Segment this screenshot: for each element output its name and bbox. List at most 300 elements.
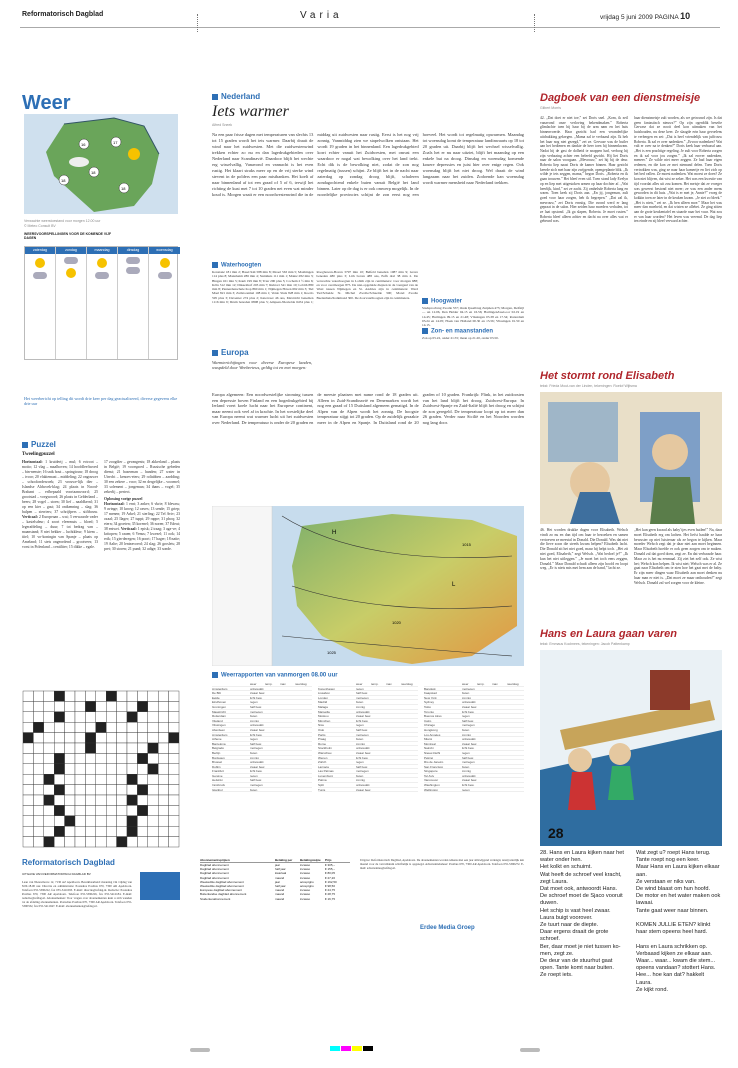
weather-condition: regen: [250, 773, 258, 778]
weather-condition: motregen: [250, 746, 263, 751]
crossword-cell: [54, 733, 64, 743]
city-name: Groningen: [212, 704, 227, 709]
crossword-cell: [54, 785, 64, 795]
section-name: Varia: [300, 10, 343, 21]
weather-condition: regen: [250, 700, 258, 705]
city-name: Singapore: [424, 769, 438, 774]
storm-title: Het stormt rond Elisabeth: [540, 370, 675, 382]
weather-condition: buien: [462, 764, 470, 769]
weather-condition: onbewolkt: [250, 760, 264, 765]
city-name: Rio de Janeiro: [424, 760, 444, 765]
weather-condition: motregen: [250, 709, 263, 714]
crossword-cell: [44, 701, 54, 711]
map-credit: © Meteo Consult BV: [24, 224, 56, 228]
weather-condition: motregen: [462, 686, 475, 691]
nederland-section: Nederland: [212, 92, 260, 101]
colofon-logo: Reformatorisch Dagblad: [22, 858, 115, 867]
tarieven-cell: kwartaal: [275, 871, 287, 876]
city-name: Rotterdam: [212, 714, 227, 719]
crossword-cell: [158, 691, 168, 701]
crossword-cell: [137, 743, 147, 753]
weather-condition: onbewolkt: [356, 709, 370, 714]
story-line: zegt Laura.: [540, 878, 568, 885]
crossword-cell: [23, 733, 33, 743]
paper-name: Reformatorisch Dagblad: [22, 11, 104, 18]
crossword-cell: [33, 764, 43, 774]
story-line: Dat moet ook, antwoordt Hans.: [540, 886, 618, 893]
crossword-cell: [44, 764, 54, 774]
weather-condition: zwaar bew.: [356, 787, 372, 792]
story-line: haar stem opeens heel hard.: [636, 929, 708, 936]
map-temp: 18: [121, 186, 126, 191]
crossword-cell: [85, 837, 95, 847]
crossword-cell: [106, 743, 116, 753]
tarieven-cell: incasso: [300, 875, 311, 880]
story-line: Hans en Laura schrikken op.: [636, 943, 708, 950]
svg-text:1020: 1020: [392, 620, 401, 625]
crossword-cell: [75, 826, 85, 836]
table-column-header: neerslag: [295, 682, 307, 686]
city-name: Eelde: [212, 695, 220, 700]
crossword-cell: [127, 691, 137, 701]
story-line: opeens vandaan? stottert Hans.: [636, 965, 716, 972]
crossword-cell: [33, 774, 43, 784]
city-name: Belgrado: [212, 746, 225, 751]
hoogwater-section: Hoogwater: [422, 298, 462, 305]
storm-text-2: „Het kan geen kwaad als baby’tjes even huilen!” Na, daar moet Elisabeth erg om lachen. Het liefst haalde ze haar bewuster op niet luisteraar als ze begon te kijken. Maar moeder Welsch zegt dat je daar niet aan moet beginnen. Maar Elisabeth hoefde er ook geen zorgen om te maken. Donald zal dat goed doen, zegt ze. En dat verbaasde haar. Maar zo is het nu eenmaal. Zij ziet het zelf ook. Ze wist het; Welsch kon helpen. Ik wist niet; Welsch was er al. Ze gaat naar Elisabeth om te zien hoe het gaat met de baby. Er zijn meer dingen waar Elisabeth aan moet denken nu haar man er niet is. „Dat moet ze maar onthouden!” zegt Welsch. Donald zal wel zorgen voor de kleine.: [634, 528, 722, 585]
crossword-cell: [158, 753, 168, 763]
table-column-header: neerslag: [401, 682, 413, 686]
crossword-cell: [44, 795, 54, 805]
city-name: Athene: [212, 737, 222, 742]
city-name: Las Palmas: [318, 769, 334, 774]
story-line: 28. Hans en Laura kijken naar het: [540, 850, 624, 856]
forecast-day: woensdag: [149, 247, 180, 254]
crossword-cell: [117, 733, 127, 743]
weather-condition: buien: [356, 737, 364, 742]
crossword-cell: [117, 712, 127, 722]
crossword-cell: [106, 816, 116, 826]
crossword-cell: [127, 826, 137, 836]
crossword-cell: [148, 712, 158, 722]
crossword-cell: [85, 774, 95, 784]
city-name: Tunis: [318, 787, 326, 792]
city-name: Tokio: [424, 704, 432, 709]
crossword-cell: [137, 701, 147, 711]
crossword-cell: [169, 795, 179, 805]
crossword-cell: [106, 826, 116, 836]
weather-condition: onbewolkt: [356, 783, 370, 788]
crossword-cell: [54, 837, 64, 847]
crossword-cell: [106, 837, 116, 847]
crossword-cell: [44, 722, 54, 732]
city-name: Montreal: [424, 741, 436, 746]
weather-condition: zonnig: [462, 769, 471, 774]
cloud-icon: [126, 257, 140, 264]
crossword-cell: [137, 691, 147, 701]
crossword-cell: [44, 774, 54, 784]
weather-condition: buien: [250, 750, 258, 755]
story-line: Tante gaat weer naar binnen.: [636, 907, 709, 914]
crossword-cell: [127, 774, 137, 784]
story-line: water onder hen.: [540, 857, 582, 864]
crossword-cell: [33, 743, 43, 753]
weather-condition: buien: [356, 700, 364, 705]
crossword-cell: [137, 805, 147, 815]
tarieven-text: Uitgave: Reformatorisch Dagblad, Apeldoorn. De abonnementen worden telkens met een jaar stilzwijgend verlengd, tenzij uiterlijk één maand voor de vervaldatum schriftelijk is opgezegd. Advertentiebeheer: Postbus 670, 7300 AR Apeldoorn. Telefoon 055-5390272. E-mail: advertenties@refdag.nl.: [360, 858, 524, 870]
weather-condition: zwaar bew.: [462, 741, 478, 746]
puzzel-subtitle: Tweelingpuzzel: [22, 452, 55, 457]
crossword-cell: [85, 753, 95, 763]
table-column-header: max: [386, 682, 392, 686]
europa-section: Europa: [212, 348, 249, 357]
crossword-cell: [75, 733, 85, 743]
crossword-cell: [54, 826, 64, 836]
weather-condition: regen: [356, 760, 364, 765]
crossword-cell: [117, 701, 127, 711]
crossword-cell: [106, 764, 116, 774]
crossword-cell: [33, 826, 43, 836]
city-name: Amsterdam: [212, 732, 228, 737]
crossword-cell: [158, 712, 168, 722]
city-name: Hongkong: [424, 727, 438, 732]
crossword-cell: [33, 753, 43, 763]
weather-condition: zonnig: [356, 704, 365, 709]
crossword-cell: [75, 785, 85, 795]
crossword-cell: [158, 743, 168, 753]
tarieven-cell: jaar: [275, 863, 281, 867]
crossword-cell: [85, 785, 95, 795]
tarieven-cell: Buitenlandse dagblad abonnement: [200, 892, 247, 897]
dagboek-text-2: haar dienstmeisje zult worden, als we getrouwd zijn. Is dat geen fantastisch nieuws?” Op zijn ogenblik besefte Gervase dat ze nooit deel kon uitmaken van het huishouden, nu deze keer. Ze slaagde erin haar gevoelens te verbergen en zei: „Dat is heel vriendelijk van juffrouw Roberta. Ik zal er over nadenken.” „Ervoor nadenken? Wat valt er over na te denken?” Doris keek haar verbaasd aan. „Het is een prachtige regeling. Je zult voor Roberta zorgen en ik zal voor jou zorgen.” „Ik zal erover nadenken, meneer.” Ze wilde niet meer zeggen. Ze had haar eigen redenen, en die kon ze met niemand delen. Toen Doris vertrokken was, ging ze naar haar kamertje en liet zich op het bed vallen. Ze moest nadenken. Wat moest ze doen? Ze kon niet blijven, dat wist ze zeker. Het was een kwestie van tijd voordat alles uit zou komen. Het meisje dat ze vroeger was geweest bestond niet meer; ze was een ander mens geworden in dit huis. „Wat is er met je, Annie?” vroeg de kokkin toen ze later in de keuken kwam. „Je ziet zo bleek.” „Het is niets,” zei ze. „Ik ben alleen moe.” Maar het was meer dan moeheid, en dat wisten ze allebei. Ze ging zitten aan de grote keukentafel en staarde naar het vuur. Wat zou er van haar worden? Het leven was vreemd. De dag liep ten einde en zij bleef verward achter.: [634, 116, 722, 224]
crossword-cell: [96, 722, 106, 732]
story-line: duwen.: [540, 900, 559, 907]
europa-lead: Warmterichtjingen voor diverse Europese landen, wuspdeld door Weeberteus, geldig tot en met morgen:: [212, 360, 312, 371]
story-line: open. Tante komt naar buiten.: [540, 965, 614, 972]
story-line: De deur van de stuurhut gaat: [540, 958, 613, 965]
crossword-cell: [169, 753, 179, 763]
crossword-cell: [23, 701, 33, 711]
tarieven-cell: € 27,20: [325, 875, 336, 880]
crossword-cell: [85, 795, 95, 805]
crossword-cell: [158, 837, 168, 847]
weather-condition: licht bew.: [462, 783, 475, 788]
city-name: Londen: [318, 695, 329, 700]
city-name: Madrid: [318, 700, 328, 705]
tarieven-cell: acceptgiro: [300, 879, 314, 884]
tarieven-cell: Studentenabonnement: [200, 896, 231, 901]
tarieven-cell: € 80,05: [325, 871, 336, 876]
tarieven-cell: maand: [275, 888, 285, 893]
weather-condition: zwaar bew.: [356, 750, 372, 755]
crossword-cell: [96, 785, 106, 795]
crossword-cell: [106, 753, 116, 763]
table-column-header: weer: [462, 682, 469, 686]
story-line: Laura.: [636, 979, 652, 986]
crossword-grid[interactable]: [22, 690, 180, 850]
crossword-cell: [106, 785, 116, 795]
crossword-cell: [65, 774, 75, 784]
puzzel-solution: 17 zoogdier – gevangenis; 18 akkerland – plaats in België; 19 voorspoed – Russische gebeden dienst; 21 bazerman – handen; 27 water in Utrecht – kenoes-eiers; 29 roltabben – aardding; 30 een zekere – voor; 32 en dergelijke – voormel; 33 solement – jongeman; 34 thans – vogel; 35 zekerlij – pertect. Oplossing vorige puzzel Horizontaal: 1 ernt; 3 anker; 6 vkrie; 8 blevass; 9 avinge; 10 kroeg; 12 oaves; 13 sende; 15 griep; 17 menen; 19 Arkel; 21 sterling; 22 Tel Aviv; 23 ozaal; 25 Ilager; 27 tuppi; 29 rappe; 31 phoq; 32 etern; 34 groeten; 35 korenel; 36 noren; 37 Edeut; 38 entwei. Verticaal: 1 episk; 2 traag; 3 aga-ve; 4 kritopen; 5 raaen; 6 Venus; 7 kwezel; 11 ook; 14 erik; 15 gin-deregen; 16 poort; 17 hager; 18 natie; 19 Aalte; 20 lenteavoerd; 24 slag; 26 groslets; 28 pret; 30 storen; 21 pund; 32 adige; 33 sonde.: [104, 460, 181, 551]
crossword-cell: [96, 764, 106, 774]
crossword-cell: [65, 764, 75, 774]
crossword-cell: [117, 774, 127, 784]
color-bar: [330, 1046, 374, 1052]
story-line: Laura buigt voorover.: [540, 914, 593, 921]
crossword-cell: [44, 733, 54, 743]
crossword-cell: [127, 701, 137, 711]
crossword-cell: [158, 816, 168, 826]
city-name: Maastricht: [212, 709, 226, 714]
city-name: Parijs: [318, 732, 326, 737]
city-name: Aberdeen: [212, 727, 226, 732]
city-name: Palma: [318, 778, 327, 783]
crossword-cell: [127, 753, 137, 763]
tarieven-cell: € 155,–: [325, 867, 336, 872]
table-column-header: weer: [250, 682, 257, 686]
crossword-cell: [117, 743, 127, 753]
crossword-cell: [85, 764, 95, 774]
crossword-cell: [65, 712, 75, 722]
crossword-cell: [23, 795, 33, 805]
weather-condition: zwaar bew.: [462, 778, 478, 783]
crossword-cell: [85, 826, 95, 836]
crossword-cell: [169, 691, 179, 701]
dagboek-author: Gilbert Morris: [540, 106, 562, 110]
story-line: [636, 915, 728, 922]
header-divider: [197, 14, 200, 32]
story-line: Maar Hans en Laura kijken elkaar aan.: [636, 864, 720, 878]
crossword-cell: [54, 701, 64, 711]
weather-condition: regen: [462, 750, 470, 755]
crossword-cell: [137, 753, 147, 763]
date: vrijdag 5 juni 2009: [600, 14, 653, 21]
tarieven-cell: incasso: [300, 892, 311, 897]
crossword-cell: [65, 753, 75, 763]
crossword-cell: [23, 764, 33, 774]
tarieven-cell: acceptgiro: [300, 884, 314, 889]
zon-section: Zon- en maanstanden: [422, 328, 493, 335]
dagboek-text-1: 42. „Dat doet er niet toe,” zei Doris snel. „Kom, ik zeil vanavond onze verloving bekendmaken.” Roberta glimlachte toen hij haar bij de arm nam en het huis binnenvoerde. Haar gezicht had een veranderlijke uitdrukking gekregen. „Mama zal te verbaasd zijn. Ik heb het haar nog niet gezegd,” zei ze. Gervase was de butler aan het bedienen en dankte de heer toen hij binnenkwam. Nadat hij de gast de dolheid te snappen had, verborg hij zijn verbazing achter een beleefd gezicht. Hij liet Doris naar de salon voorgaan. „Mevrouw,” zei hij bij de deur. Roberta liep naast Doris de kamer binnen. Haar gezicht keerde zich met haar zijn zwijgende, opengeplante blik. „Ik wilde je iets zeggen, mama,” begon Doris. „Roberta en ik gaan trouwen.” Het bleef even stil. Toen stond lady Evelyn op en liep met uitgestoken armen op haar dochter af. „Wat heerlijk, kind,” zei ze zacht. Zij omhelsde Roberta lang en warm. Toen keek zij Doris aan. „En jij, jongeman, zult goed voor haar zorgen, heb ik begrepen.” „Dat zal ik, mevrouw,” zei Doris ernstig. Die avond werd er lang gepraat in de salon. Hier zeiden haar moeders verhalen, tot ze laat opstond. „Ik ga slapen, Roberta. Je moet rusten.” Roberta bleef alleen achter en dacht na over alles wat er gebeurd was.: [540, 116, 628, 224]
map-temp: 17: [113, 140, 118, 145]
city-name: München: [318, 718, 331, 723]
crossword-cell: [65, 743, 75, 753]
crossword-cell: [117, 795, 127, 805]
crossword-cell: [23, 691, 33, 701]
city-name: Innsbruck: [212, 783, 226, 788]
weather-condition: half bew.: [250, 778, 262, 783]
crossword-cell: [85, 722, 95, 732]
svg-text:1015: 1015: [462, 542, 471, 547]
tarieven-column-header: Betaling per: [275, 858, 293, 862]
forecast-day: dinsdag: [118, 247, 148, 254]
crossword-cell: [85, 816, 95, 826]
sun-icon: [160, 258, 170, 268]
city-name: Istanbul: [212, 787, 223, 792]
city-name: Nieuw-Delhi: [424, 750, 441, 755]
sun-icon: [35, 258, 45, 268]
crossword-cell: [148, 722, 158, 732]
crossword-cell: [54, 795, 64, 805]
crossword-cell: [23, 816, 33, 826]
weather-condition: regen: [356, 686, 364, 691]
crossword-cell: [148, 691, 158, 701]
weather-condition: licht bew.: [250, 769, 263, 774]
city-name: Caïro: [424, 718, 432, 723]
crossword-cell: [33, 712, 43, 722]
cebuco-logo: [140, 872, 180, 900]
crossword-cell: [54, 816, 64, 826]
crossword-cell: [106, 733, 116, 743]
weather-condition: licht bew.: [250, 732, 263, 737]
weather-map-nl: [24, 114, 178, 214]
city-name: Tel Aviv: [424, 773, 435, 778]
city-name: Vlissingen: [212, 723, 226, 728]
city-name: New York: [424, 695, 437, 700]
tarieven-table: [200, 858, 350, 901]
svg-text:L: L: [452, 582, 456, 588]
crossword-cell: [96, 691, 106, 701]
svg-text:H: H: [332, 530, 337, 536]
weather-condition: zonnig: [250, 718, 259, 723]
crossword-cell: [117, 816, 127, 826]
weather-condition: onbewolkt: [250, 686, 264, 691]
crossword-cell: [96, 712, 106, 722]
crossword-cell: [44, 826, 54, 836]
table-row: [212, 788, 312, 793]
weather-condition: onbewolkt: [462, 700, 476, 705]
city-name: De Bilt: [212, 691, 221, 696]
tarieven-cell: maand: [275, 892, 285, 897]
crossword-cell: [169, 722, 179, 732]
story-line: Ze verstaan er niks van.: [636, 878, 696, 885]
crossword-cell: [96, 816, 106, 826]
table-column-header: temp.: [371, 682, 379, 686]
tarieven-cell: € 16,75: [325, 896, 336, 901]
hans-text-left: [540, 850, 632, 980]
weather-condition: zonnig: [250, 755, 259, 760]
weather-condition: zwaar bew.: [462, 704, 478, 709]
crossword-cell: [23, 774, 33, 784]
tarieven-cell: incasso: [300, 896, 311, 901]
crossword-cell: [169, 837, 179, 847]
crossword-cell: [117, 764, 127, 774]
crossword-cell: [65, 826, 75, 836]
nederland-article: Na een paar frisse dagen met temperaturen van slechts 13 tot 15 graden wordt het iets warmer. Daarbij draait de wind naar het zuidwesten. Met die zuidwestenwind trekken echter zo nu en dan lagedrukgebieden over Nederland naar Scandinavië. Daardoor blijft het wechte erg wisselvallig. Vanavond en vannacht is het even rustig. Het klaart straks meer op en de vrij sterke wind stevent in de polders een paar mistbanken. Het koelt af naar binnenland af tot een graad of 5 of 6, terwijl het richting de kust met 7 tot 10 graden net even wat minder koud is. Morgen waait er een noordwestenwind die in de middag uit zuidwesten naar rustig. Eerst is het nog vrij zonnig. Vanmiddag zien we stapelwolken ontstaan. Het wordt 19 graden in het binnenland. Een lagedrukgebied korrt echter vanuit het Zuidwesten, met onrust een waardoor er nogal wat bewolking over het land trekt. Echt dik is de bewolking niet, zodat de zon nog regelmatig (tussen) schijnt. Ze blijft het in de nacht naar zaterdag op zondag droog blijft, schaleren zondagochtend enkele buien vanuit België het land binnen. Later op de dag is er ook omwerp mogelijk. In de noordelijke provincies schijnt de zon eerst nog een hoeveel. Het wordt tot regelmatig opwarmen. Maandag tot woensdag komt de temperatuur landinwaarts op 18 tot 20 graden uit. Daarbij blijft het wechsel wisselvallig. Zoals het er nu naar uitziet, blijft het maandag op een enkele bui na droog. Dinsdag en woensdag komende kouere depressies en juist hier over enige regen. Ook woensdag blijft het niet droog. Wel draait de wind langzaam naar het zuiden. Zodoende kan woensdag wordt warmer mensheid naar Nederland trekken.: [212, 132, 524, 197]
crossword-cell: [96, 701, 106, 711]
city-name: Peking: [424, 755, 434, 760]
tarieven-cell: € 98,50: [325, 884, 336, 889]
crossword-cell: [85, 743, 95, 753]
crossword-cell: [96, 837, 106, 847]
crossword-cell: [23, 805, 33, 815]
crossword-cell: [127, 733, 137, 743]
city-name: Sydney: [424, 700, 435, 705]
crossword-cell: [169, 816, 179, 826]
puzzel-horizontaal: Horizontaal: 1 kruidertj – mul; 6 ectroot – motto; 12 vlag – maalboven; 14 hoofdleeftwoed – bin-nenste; 16 snik hout – springtouw; 18 droog – ivoor; 20 vlaktemaat – middeling; 22 ongouwer – schoolonderzoek; 23 vrouwe-lijk dier – Islandse Aldwoek-klag; 24 plaats in Noord-Brabant – erfbepaald voortaanwoord; 25 grootstad – voegwoord; 26 plaats in Gelderland – beers; 28 vogel – stoen; 30 lief – naaldkernl; 31 op een kier – gast; 34 ontkenning – slag; 36 bulpen – sterriers; 37 schrijfpers – stiftbouw. Verticaal: 2 Europeaan – wat; 3 verwaarde vader – kastelsdeur; 4 soort vleermuis – bloed; 5 legerafdeling – duur; 7 tot bedrag van – maanstand; 8 niet bekker – luchtkleur; 9 kiem – tiiel; 10 vo-koningin van Spanje – plaats op Ameland; 11 stets ongeordend – grootvees; 13 vorst in Polenland – centiliter; 15 dikke – egale.: [22, 460, 98, 549]
weather-condition: half bew.: [250, 741, 262, 746]
weather-condition: zonnig: [356, 741, 365, 746]
crossword-cell: [54, 722, 64, 732]
cloud-icon: [33, 272, 47, 279]
colofon-tagline: UITGAVE VAN REFORMATORISCH DAGBLAD BV: [22, 872, 91, 876]
crossword-cell: [44, 743, 54, 753]
crossword-cell: [106, 774, 116, 784]
crossword-cell: [148, 701, 158, 711]
map-temp: 16: [81, 142, 86, 147]
tarieven-cell: incasso: [300, 867, 311, 872]
city-name: Miami: [424, 737, 432, 742]
crossword-cell: [65, 816, 75, 826]
hans-text-right: [636, 850, 728, 994]
weather-condition: onbewolkt: [462, 773, 476, 778]
city-name: Oslo: [318, 727, 325, 732]
city-name: Stockholm: [318, 746, 333, 751]
crossword-cell: [75, 837, 85, 847]
crossword-cell: [75, 774, 85, 784]
weather-condition: half bew.: [356, 691, 368, 696]
city-name: Warschau: [318, 750, 332, 755]
author: Alfred Sneek: [212, 123, 233, 127]
weather-condition: motregen: [462, 760, 475, 765]
crossword-cell: [75, 722, 85, 732]
crossword-cell: [117, 691, 127, 701]
city-name: Kaapstad: [424, 691, 437, 696]
story-line: Ze roept iets.: [540, 972, 573, 979]
tarieven-cell: Dagblad abonnement: [200, 871, 229, 876]
city-name: Washington: [424, 783, 440, 788]
crossword-cell: [54, 753, 64, 763]
tarieven-column-header: Abonnementsprijzen: [200, 858, 230, 862]
weather-condition: zwaar bew.: [250, 727, 266, 732]
story-line: Ze kijkt rond.: [636, 986, 669, 993]
city-name: Vancouver: [424, 778, 439, 783]
crossword-cell: [65, 795, 75, 805]
weather-condition: licht bew.: [462, 709, 475, 714]
weather-condition: zwaar bew.: [356, 714, 372, 719]
story-line: Wat heeft de schroef veel kracht,: [540, 871, 622, 878]
page-number: 10: [680, 11, 691, 21]
story-line: De wind blaast om hun hoofd.: [636, 886, 711, 893]
city-name: Bordeaux: [212, 755, 225, 760]
crossword-cell: [169, 701, 179, 711]
tarieven-cell: incasso: [300, 871, 311, 876]
crossword-cell: [54, 805, 64, 815]
crossword-cell: [96, 774, 106, 784]
city-name: Praag: [318, 737, 327, 742]
crossword-cell: [117, 837, 127, 847]
storm-text-1: 46. Het worden drukke dagen voor Elisabeth. Welsch vindt zo nu en dan tijd om haar te bezoeken en samen vertoeven ze meestal in Donald. Die Donald. Was dat niet die lieve zoon die steeds kwam helpen? Elisabeth lacht. Die Donald zit het niet goed, maar hij helpt toch. „Het zit niet goed, Elisabeth,” zegt Welsch. „Wat bedoel je?” „Ik kan het niet uitleggen.” „Je moet het toch eens zeggen, Donald.” Maar Donald schudt alleen zijn hoofd en loopt weg. „Er is niets mis met hem aan de hand,” lacht ze.: [540, 528, 628, 571]
crossword-cell: [148, 795, 158, 805]
story-line: De motor en het water maken ook: [636, 893, 721, 900]
weather-report-table: [212, 682, 524, 852]
forecast-table: [24, 246, 178, 360]
crossword-cell: [148, 837, 158, 847]
city-name: Malaga: [318, 704, 328, 709]
weather-condition: buien: [462, 727, 470, 732]
crossword-cell: [106, 722, 116, 732]
crossword-cell: [75, 753, 85, 763]
crossword-cell: [127, 785, 137, 795]
tarieven-cell: Dagblad abonnement: [200, 863, 229, 867]
crossword-cell: [96, 753, 106, 763]
crossword-cell: [75, 816, 85, 826]
crossword-cell: [127, 743, 137, 753]
story-line: Hee... hoe kan dat? hakkelt: [636, 972, 705, 979]
tarieven-cell: € 24,75: [325, 888, 336, 893]
crossword-cell: [33, 733, 43, 743]
city-name: Toronto: [424, 709, 435, 714]
